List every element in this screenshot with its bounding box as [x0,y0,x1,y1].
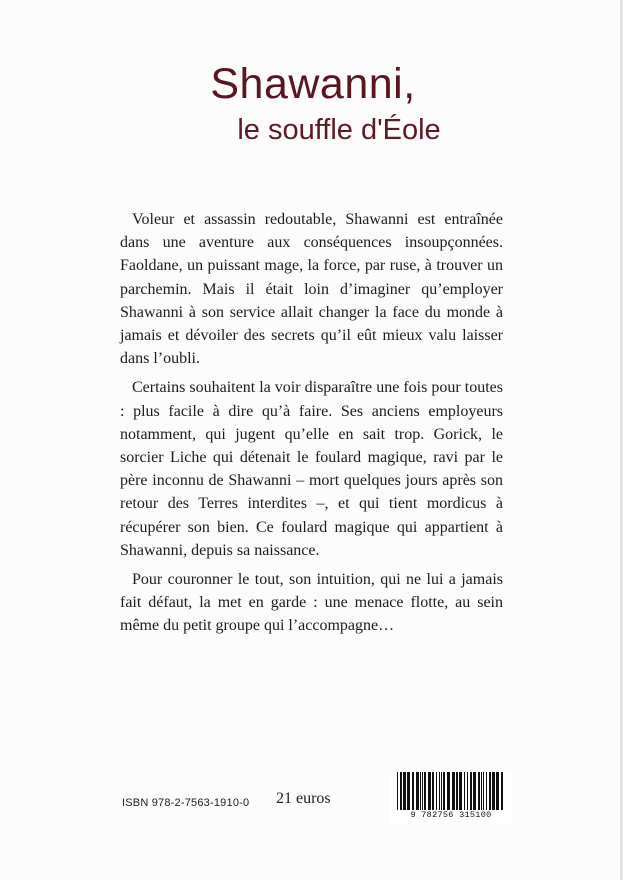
price-label: 21 euros [276,790,331,807]
barcode-digits: 9 782756 315100 [390,810,512,821]
blurb-paragraph-2: Certains souhaitent la voir disparaître une fois pour toutes : plus facile à dire qu’à faire. Ses anciens employeurs notamment, qui jugent qu’elle en sait trop. Gorick, le sorcier Liche qui détenait le foulard magique, ravi par le père inconnu de Shawanni – mort quelques jours après son retour des Terres interdites –, et qui tient mordicus à récupérer son bien. Ce foulard magique qui appartient à Shawanni, depuis sa naissance. [120,379,503,559]
blurb-text [120,208,503,644]
blurb-paragraph-3: Pour couronner le tout, son intuition, qui ne lui a jamais fait défaut, la met en garde : une menace flotte, au sein même du petit groupe qui l’accompagne… [120,571,503,635]
footer-info [122,790,331,811]
isbn-number: ISBN 978-2-7563-1910-0 [122,797,250,809]
barcode-bars-graphic [395,772,507,812]
book-title: Shawanni, [210,60,416,108]
barcode [390,772,512,824]
title-block [0,58,620,148]
book-subtitle: le souffle d'Éole [237,114,441,146]
blurb-paragraph-1: Voleur et assassin redoutable, Shawanni est entraînée dans une aventure aux conséquences insoupçonnées. Faoldane, un puissant mage, la force, par ruse, à trouver un parchemin. Mais il était loin d’imaginer qu’employer Shawanni à son service allait changer la face du monde à jamais et dévoiler des secrets qu’il eût mieux valu laisser dans l’oubli. [120,211,503,368]
